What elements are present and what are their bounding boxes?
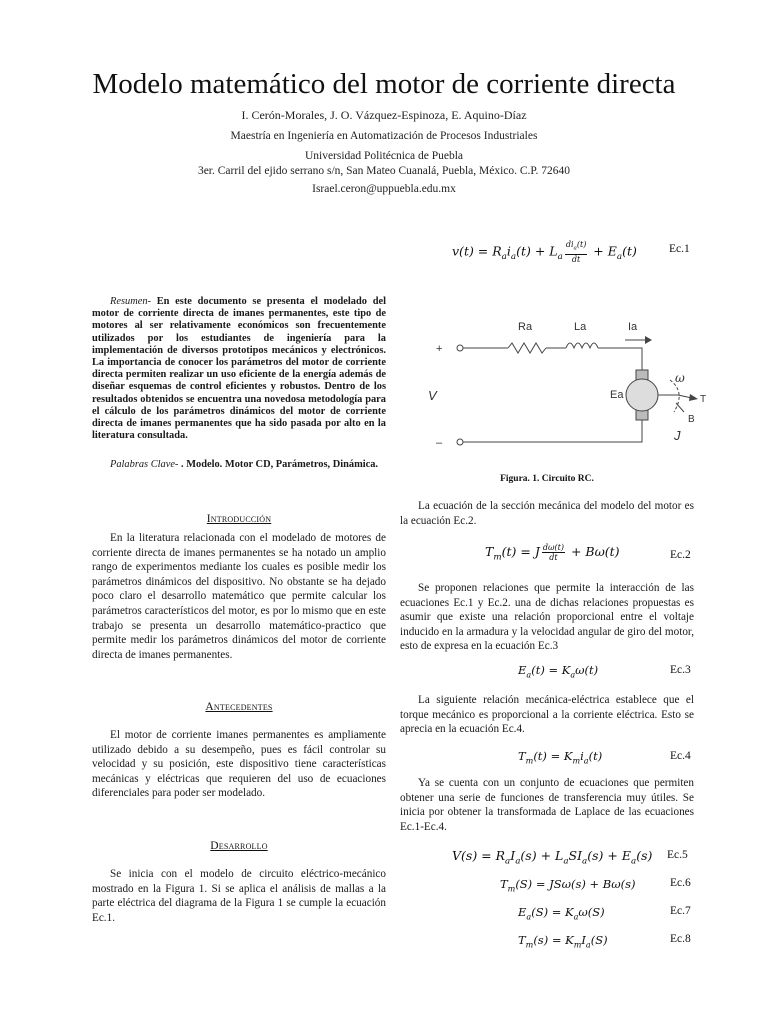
antecedentes-paragraph [92,728,386,801]
label-ra: Ra [518,321,533,333]
section-heading-antecedentes: Antecedentes [205,701,273,713]
right-p1-text: La ecuación de la sección mecánica del modelo del motor es la ecuación Ec.2. [400,500,694,527]
intro-text: En la literatura relacionada con el modelado de motores de corriente directa de imanes permanentes se ha notado un amplio rango de experimentos mediante los cuales es posible medir los parámetros dinámicos del dispositivo. No obstante se ha dejado poco claro el desarrollo matemático que permite calcular los parámetros característicos del motor, es por lo mismo que en este trabajo se presenta un desarrollo matemático-practico que permite medir los parámetros dinámicos del motor de corriente directa de imanes permanentes. [92,532,386,661]
paper-title: Modelo matemático del motor de corriente directa [92,68,676,100]
abstract-text: En este documento se presenta el modelado del motor de corriente directa de imanes permanentes, este tipo de motores al ser relativamente económicos son frecuentemente utilizados por los estudiantes de ingeniería para la implementación de diversos prototipos mecánicos y electrónicos. La importancia de conocer los parámetros del motor de corriente directa permiten realizar un uso eficiente de la energía además de diseñar esquemas de control eficientes y robustos. Dentro de los resultados obtenidos se encuentra una novedosa metodología para el cálculo de los parámetros dinámicos del motor de corriente directa de imanes permanentes que ha sido pasada por alto en la literatura consultada. [92,296,386,442]
right-p4-text: Ya se cuenta con un conjunto de ecuaciones que permiten obtener una serie de funciones de transferencia muy útiles. Se inicia por obtener la transformada de Laplace de las ecuaciones Ec.1-Ec.4. [400,777,694,833]
keywords-text: . Modelo. Motor CD, Parámetros, Dinámica. [181,459,379,470]
author-email[interactable]: Israel.ceron@uppuebla.edu.mx [312,183,456,195]
keywords-label: Palabras Clave- [110,459,179,470]
current-arrow-head [645,336,652,344]
motor-armature [626,379,658,411]
label-minus: – [436,437,443,449]
equation-5: $V(s) = R_aI_a(s) + L_aSI_a(s) + E_a(s)$ [452,848,653,867]
equation-5-number: Ec.5 [667,849,688,861]
equation-2-number: Ec.2 [670,549,691,561]
label-j: J [674,428,681,443]
affiliation-program: Maestría en Ingeniería en Automatización de Procesos Industriales [230,130,538,142]
wire-top-right [598,348,642,370]
equation-3: $E_a(t) = K_a\omega(t)$ [518,663,599,680]
right-p3-text: La siguiente relación mecánica-eléctrica establece que el torque mecánico es proporcional a la corriente eléctrica. Esto se aprecia en la ecuación Ec.4. [400,694,694,736]
equation-2: $T_m(t) = J$ $\frac{d\omega(t)}{dt}$ + Bω(t) [485,543,620,563]
torque-arrow-head [689,394,698,401]
equation-4: $T_m(t) = K_mi_a(t)$ [518,749,603,766]
equation-8-number: Ec.8 [670,933,691,945]
section-heading-desarrollo: Desarrollo [210,840,268,852]
equation-6-number: Ec.6 [670,877,691,889]
inductor-la [566,343,598,348]
equation-3-number: Ec.3 [670,664,691,676]
abstract-label: Resumen- [110,296,151,307]
label-ia: Ia [628,321,638,333]
wire-bottom [463,420,642,442]
label-la: La [574,321,587,333]
equation-7-number: Ec.7 [670,905,691,917]
right-paragraph-1 [400,499,694,528]
label-b: B [688,414,695,425]
circuit-diagram [420,308,720,468]
label-omega: ω [675,371,685,385]
resistor-ra [508,343,546,353]
equation-1-number: Ec.1 [669,243,690,255]
equation-7: $E_a(S) = K_a\omega(S)$ [518,905,605,922]
section-heading-intro: Introducción [206,513,272,525]
terminal-positive [457,345,463,351]
right-p2-text: Se proponen relaciones que permite la interacción de las ecuaciones Ec.1 y Ec.2. una de dichas relaciones propuestas es asumir que existe una relación proporcional entre el voltaje inducido en la armadura y la velocidad angular de giro del motor, esto de expresa en la ecuación Ec.3 [400,582,694,653]
affiliation-address: 3er. Carril del ejido serrano s/n, San Mateo Cuanalá, Puebla, México. C.P. 72640 [197,165,571,177]
equation-8: $T_m(s) = K_mI_a(S)$ [518,933,608,950]
figure-1-caption: Figura. 1. Circuito RC. [500,474,594,484]
label-v: V [428,388,437,403]
terminal-negative [457,439,463,445]
authors: I. Cerón-Morales, J. O. Vázquez-Espinoza, E. Aquino-Díaz [241,108,527,122]
label-ea: Ea [610,389,624,401]
right-paragraph-4 [400,776,694,834]
equation-6: $T_m(S) = JS\omega(s) + B\omega(s)$ [500,877,636,894]
desarrollo-paragraph [92,867,386,925]
label-t: T [700,394,707,405]
desarrollo-text: Se inicia con el modelo de circuito eléctrico-mecánico mostrado en la Figura 1. Si se aplica el análisis de mallas a la parte eléctrica del diagrama de la Figura 1 se cumple la ecuación Ec.1. [92,868,386,924]
affiliation-university: Universidad Politécnica de Puebla [304,150,464,162]
right-paragraph-2 [400,581,694,654]
equation-4-number: Ec.4 [670,750,691,762]
right-paragraph-3 [400,693,694,737]
intro-paragraph [92,531,386,662]
equation-1: $v(t) = R_ai_a(t) + L_a$ $\frac{di_a(t)}{dt}$ + $E_a(t)$ [452,240,637,264]
damping-arrow [676,403,684,412]
abstract [92,296,386,442]
keywords [92,459,386,471]
label-plus: + [436,343,443,355]
antecedentes-text: El motor de corriente imanes permanentes es ampliamente utilizado debido a su desempeño, pues es fácil controlar su velocidad y su posición, este dispositivo tiene características mecánicas y eléctricas que requieren del uso de ecuaciones diferenciales para poder ser modelado. [92,729,386,800]
